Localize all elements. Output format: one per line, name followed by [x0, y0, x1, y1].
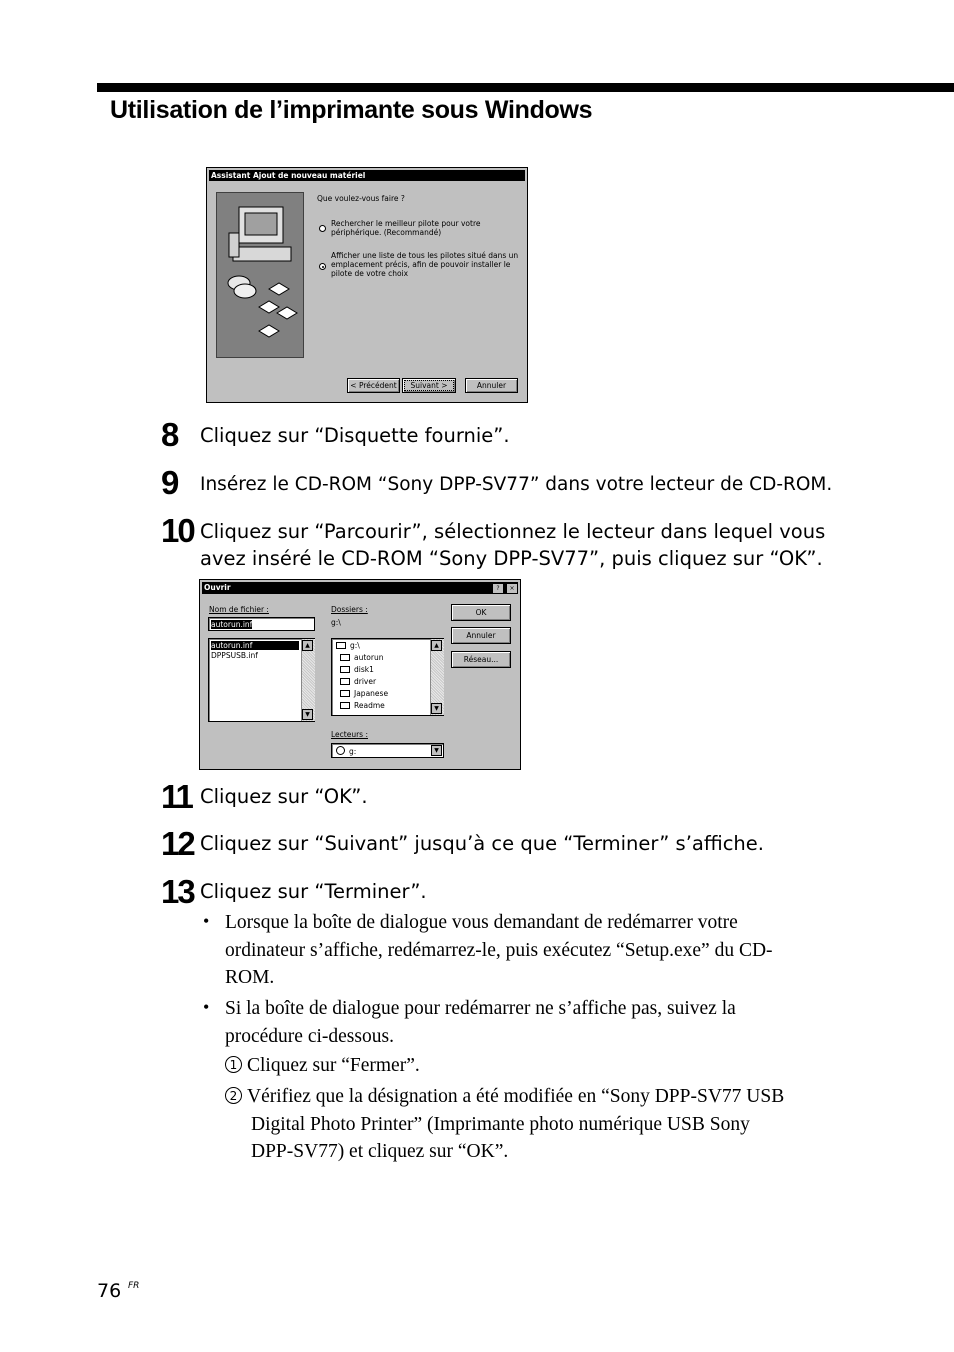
cancel-button[interactable]: Annuler	[465, 378, 518, 393]
list-item[interactable]: Readme	[340, 701, 385, 710]
folders-label: Dossiers :	[331, 605, 368, 614]
scroll-up-icon[interactable]: ▲	[431, 640, 442, 651]
folder-icon	[340, 702, 350, 709]
drive-icon	[336, 642, 346, 649]
step-text-8: Cliquez sur “Disquette fournie”.	[200, 424, 510, 447]
step-number-13: 13	[161, 873, 194, 910]
step-text-9: Insérez le CD-ROM “Sony DPP-SV77” dans votre lecteur de CD-ROM.	[200, 474, 833, 495]
header-rule	[97, 83, 954, 92]
option-list-label: Afficher une liste de tous les pilotes situé dans un emplacement précis, afin de pouvoir installer le pilote de votre choix	[331, 251, 519, 278]
circled-number-2: 2	[225, 1087, 242, 1104]
network-button[interactable]: Réseau...	[451, 651, 511, 668]
bullet-marker: •	[203, 997, 210, 1017]
page-number: 76	[97, 1280, 122, 1302]
scroll-up-icon[interactable]: ▲	[302, 640, 313, 651]
folder-icon	[340, 666, 350, 673]
step-number-11: 11	[161, 778, 192, 815]
drive-select[interactable]: g: ▼	[331, 743, 444, 758]
bullet-restart: Lorsque la boîte de dialogue vous demandant de redémarrer votre ordinateur s’affiche, redémarrez-le, puis exécutez “Setup.exe” du CD- ROM.	[225, 912, 773, 988]
open-dialog-title: Ouvrir	[202, 582, 518, 594]
section-title: Utilisation de l’imprimante sous Windows	[110, 96, 593, 124]
previous-button[interactable]: < Précédent	[347, 378, 400, 393]
wizard-illustration	[216, 192, 304, 358]
drives-label: Lecteurs :	[331, 730, 368, 739]
list-item[interactable]: DPPSUSB.inf	[211, 651, 258, 660]
folder-icon	[340, 678, 350, 685]
option-list-radio[interactable]	[319, 263, 326, 270]
wizard-question: Que voulez-vous faire ?	[317, 194, 405, 203]
list-item[interactable]: Japanese	[340, 689, 388, 698]
folder-icon	[340, 690, 350, 697]
chevron-down-icon[interactable]: ▼	[431, 745, 442, 756]
option-search-radio[interactable]	[319, 225, 326, 232]
file-list[interactable]	[208, 638, 315, 722]
help-button[interactable]: ?	[492, 583, 504, 594]
substep-2-cont: Digital Photo Printer” (Imprimante photo numérique USB Sony DPP-SV77) et cliquez sur “OK”.	[251, 1113, 750, 1162]
step-text-11: Cliquez sur “OK”.	[200, 785, 368, 808]
cancel-button[interactable]: Annuler	[451, 627, 511, 644]
open-dialog	[199, 579, 521, 770]
cd-drive-icon	[336, 746, 345, 755]
substep-1: 1 Cliquez sur “Fermer”.	[225, 1052, 420, 1080]
scroll-down-icon[interactable]: ▼	[431, 703, 442, 714]
step-text-10: Cliquez sur “Parcourir”, sélectionnez le lecteur dans lequel vous avez inséré le CD-ROM “Sony DPP-SV77”, puis cliquez sur “OK”.	[200, 520, 826, 570]
language-tag: FR	[128, 1281, 140, 1291]
folder-list[interactable]	[331, 638, 444, 716]
filename-input[interactable]: autorun.inf	[208, 617, 315, 631]
step-number-12: 12	[161, 825, 194, 862]
current-path: g:\	[331, 618, 341, 627]
list-item[interactable]: g:\	[336, 641, 360, 650]
option-search-label: Rechercher le meilleur pilote pour votre périphérique. (Recommandé)	[331, 219, 481, 237]
circled-number-1: 1	[225, 1056, 242, 1073]
ok-button[interactable]: OK	[451, 604, 511, 621]
substep-2: 2 Vérifiez que la désignation a été modifiée en “Sony DPP-SV77 USB	[225, 1083, 784, 1111]
step-text-13: Cliquez sur “Terminer”.	[200, 880, 427, 903]
folder-icon	[340, 654, 350, 661]
step-number-10: 10	[161, 512, 194, 549]
step-number-9: 9	[161, 464, 178, 501]
close-button[interactable]: ×	[506, 583, 518, 594]
list-item[interactable]: driver	[340, 677, 376, 686]
list-item[interactable]: disk1	[340, 665, 374, 674]
list-item[interactable]: autorun	[340, 653, 383, 662]
scroll-down-icon[interactable]: ▼	[302, 709, 313, 720]
bullet-no-restart: Si la boîte de dialogue pour redémarrer ne s’affiche pas, suivez la procédure ci-dessous.	[225, 998, 736, 1047]
wizard-title: Assistant Ajout de nouveau matériel	[209, 170, 525, 181]
step-text-12: Cliquez sur “Suivant” jusqu’à ce que “Terminer” s’affiche.	[200, 832, 764, 855]
step-number-8: 8	[161, 416, 178, 453]
list-item[interactable]: autorun.inf	[211, 641, 299, 650]
computer-icon	[217, 193, 303, 357]
filename-label: Nom de fichier :	[209, 605, 269, 614]
next-button[interactable]: Suivant >	[402, 378, 456, 393]
wizard-dialog	[206, 167, 528, 403]
bullet-marker: •	[203, 911, 210, 931]
